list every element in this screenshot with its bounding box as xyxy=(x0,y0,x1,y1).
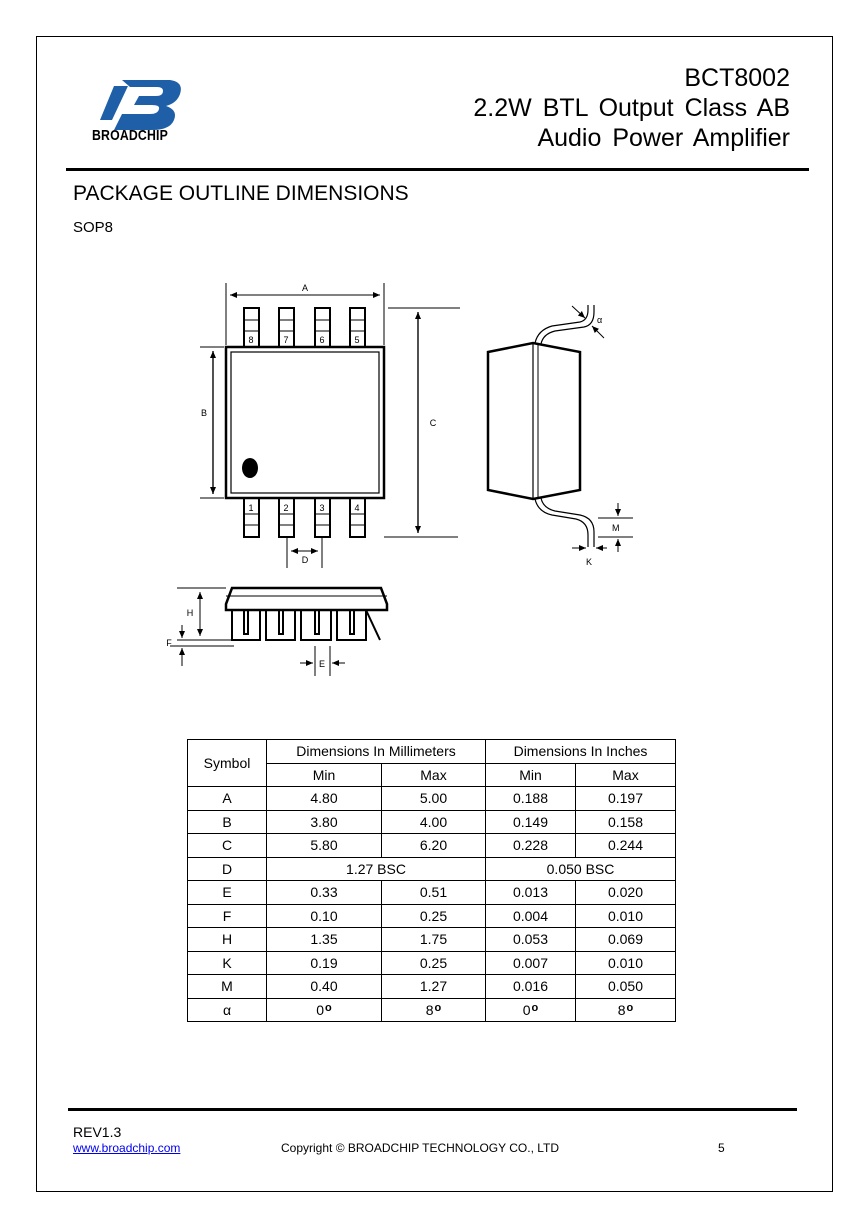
page-number: 5 xyxy=(718,1141,725,1155)
dim-label-b: B xyxy=(200,408,208,418)
cell-mm-min: 0.19 xyxy=(267,951,382,975)
bottom-pins xyxy=(244,498,365,537)
cell-in-min: 0.004 xyxy=(486,904,576,928)
cell-symbol: C xyxy=(188,834,267,858)
cell-in-min: 0.016 xyxy=(486,975,576,999)
website-link[interactable]: www.broadchip.com xyxy=(73,1141,181,1155)
dim-label-alpha: α xyxy=(597,315,603,325)
pin-label-6: 6 xyxy=(319,335,325,345)
cell-symbol: B xyxy=(188,810,267,834)
cell-symbol: F xyxy=(188,904,267,928)
cell-symbol: M xyxy=(188,975,267,999)
value: 8 xyxy=(617,1001,626,1018)
dim-label-d: D xyxy=(301,555,309,565)
revision: REV1.3 xyxy=(73,1124,122,1140)
pin1-marker xyxy=(242,458,258,478)
dim-label-f: F xyxy=(166,638,172,648)
cell-in-max: 0.010 xyxy=(576,904,676,928)
table-row xyxy=(188,928,676,952)
cell-in-max: 0.069 xyxy=(576,928,676,952)
part-number: BCT8002 xyxy=(684,64,790,92)
header-in-max: Max xyxy=(576,763,676,787)
header-in-min: Min xyxy=(486,763,576,787)
cell-mm-min xyxy=(267,998,382,1022)
cell-symbol: E xyxy=(188,881,267,905)
dim-label-h: H xyxy=(186,608,194,618)
package-name: SOP8 xyxy=(73,219,114,236)
pin-label-4: 4 xyxy=(354,503,360,513)
header-millimeters: Dimensions In Millimeters xyxy=(267,740,486,764)
cell-mm-max: 6.20 xyxy=(382,834,486,858)
table-row xyxy=(188,998,676,1022)
cell-mm-min: 1.35 xyxy=(267,928,382,952)
logo-text: BROADCHIP xyxy=(92,127,168,144)
cell-mm-max: 0.25 xyxy=(382,904,486,928)
footer-rule xyxy=(68,1108,797,1111)
dim-label-c: C xyxy=(429,418,437,428)
cell-mm-min: 0.40 xyxy=(267,975,382,999)
table-row xyxy=(188,881,676,905)
table-row xyxy=(188,951,676,975)
table-row xyxy=(188,787,676,811)
cell-mm-min: 3.80 xyxy=(267,810,382,834)
value: 0 xyxy=(316,1001,325,1018)
header-mm-max: Max xyxy=(382,763,486,787)
cell-mm-max: 0.51 xyxy=(382,881,486,905)
dim-label-k: K xyxy=(585,557,593,567)
degree-mark: o xyxy=(626,1001,634,1014)
cell-mm-max: 0.25 xyxy=(382,951,486,975)
cell-mm-min: 4.80 xyxy=(267,787,382,811)
table-row xyxy=(188,810,676,834)
cell-symbol: K xyxy=(188,951,267,975)
cell-mm-min: 0.10 xyxy=(267,904,382,928)
header-symbol: Symbol xyxy=(188,740,267,787)
cell-mm-max: 1.27 xyxy=(382,975,486,999)
cell-in-min: 0.149 xyxy=(486,810,576,834)
cell-symbol: A xyxy=(188,787,267,811)
cell-in-min: 0.007 xyxy=(486,951,576,975)
dimensions-table xyxy=(187,739,676,1022)
cell-symbol: D xyxy=(188,857,267,881)
table-row xyxy=(188,857,676,881)
header-mm-min: Min xyxy=(267,763,382,787)
cell-in-bsc: 0.050 BSC xyxy=(486,857,676,881)
degree-mark: o xyxy=(434,1001,442,1014)
copyright: Copyright © BROADCHIP TECHNOLOGY CO., LTD xyxy=(281,1141,560,1155)
cell-mm-max xyxy=(382,998,486,1022)
cell-in-min: 0.188 xyxy=(486,787,576,811)
cell-mm-min: 0.33 xyxy=(267,881,382,905)
cell-mm-min: 5.80 xyxy=(267,834,382,858)
cell-mm-max: 5.00 xyxy=(382,787,486,811)
title-line-1: 2.2W BTL Output Class AB xyxy=(473,94,790,122)
cell-in-max: 0.244 xyxy=(576,834,676,858)
side-view xyxy=(488,305,633,552)
table-row xyxy=(188,834,676,858)
pin-label-5: 5 xyxy=(354,335,360,345)
table-row xyxy=(188,975,676,999)
section-title: PACKAGE OUTLINE DIMENSIONS xyxy=(73,182,409,205)
cell-in-max: 0.020 xyxy=(576,881,676,905)
degree-mark: o xyxy=(531,1001,539,1014)
cell-in-min: 0.228 xyxy=(486,834,576,858)
cell-mm-max: 1.75 xyxy=(382,928,486,952)
pin-label-8: 8 xyxy=(248,335,254,345)
pin-label-3: 3 xyxy=(319,503,325,513)
cell-in-max: 0.197 xyxy=(576,787,676,811)
value: 0 xyxy=(522,1001,531,1018)
cell-in-max: 0.010 xyxy=(576,951,676,975)
dim-label-e: E xyxy=(318,659,326,669)
dim-label-m: M xyxy=(612,523,620,533)
degree-mark: o xyxy=(325,1001,332,1014)
pin-label-1: 1 xyxy=(248,503,254,513)
table-header-row xyxy=(188,740,676,764)
value: 8 xyxy=(425,1001,434,1018)
cell-mm-max: 4.00 xyxy=(382,810,486,834)
dim-label-a: A xyxy=(301,283,309,293)
pin-label-7: 7 xyxy=(283,335,289,345)
top-view xyxy=(200,283,460,568)
table-row xyxy=(188,904,676,928)
title-line-2: Audio Power Amplifier xyxy=(537,124,790,152)
cell-in-min: 0.013 xyxy=(486,881,576,905)
end-view xyxy=(170,588,387,676)
cell-symbol: H xyxy=(188,928,267,952)
cell-in-max xyxy=(576,998,676,1022)
cell-in-min: 0.053 xyxy=(486,928,576,952)
cell-in-max: 0.158 xyxy=(576,810,676,834)
cell-mm-bsc: 1.27 BSC xyxy=(267,857,486,881)
header-inches: Dimensions In Inches xyxy=(486,740,676,764)
top-pins xyxy=(244,308,365,347)
cell-in-min xyxy=(486,998,576,1022)
cell-symbol: α xyxy=(188,998,267,1022)
pin-label-2: 2 xyxy=(283,503,289,513)
cell-in-max: 0.050 xyxy=(576,975,676,999)
